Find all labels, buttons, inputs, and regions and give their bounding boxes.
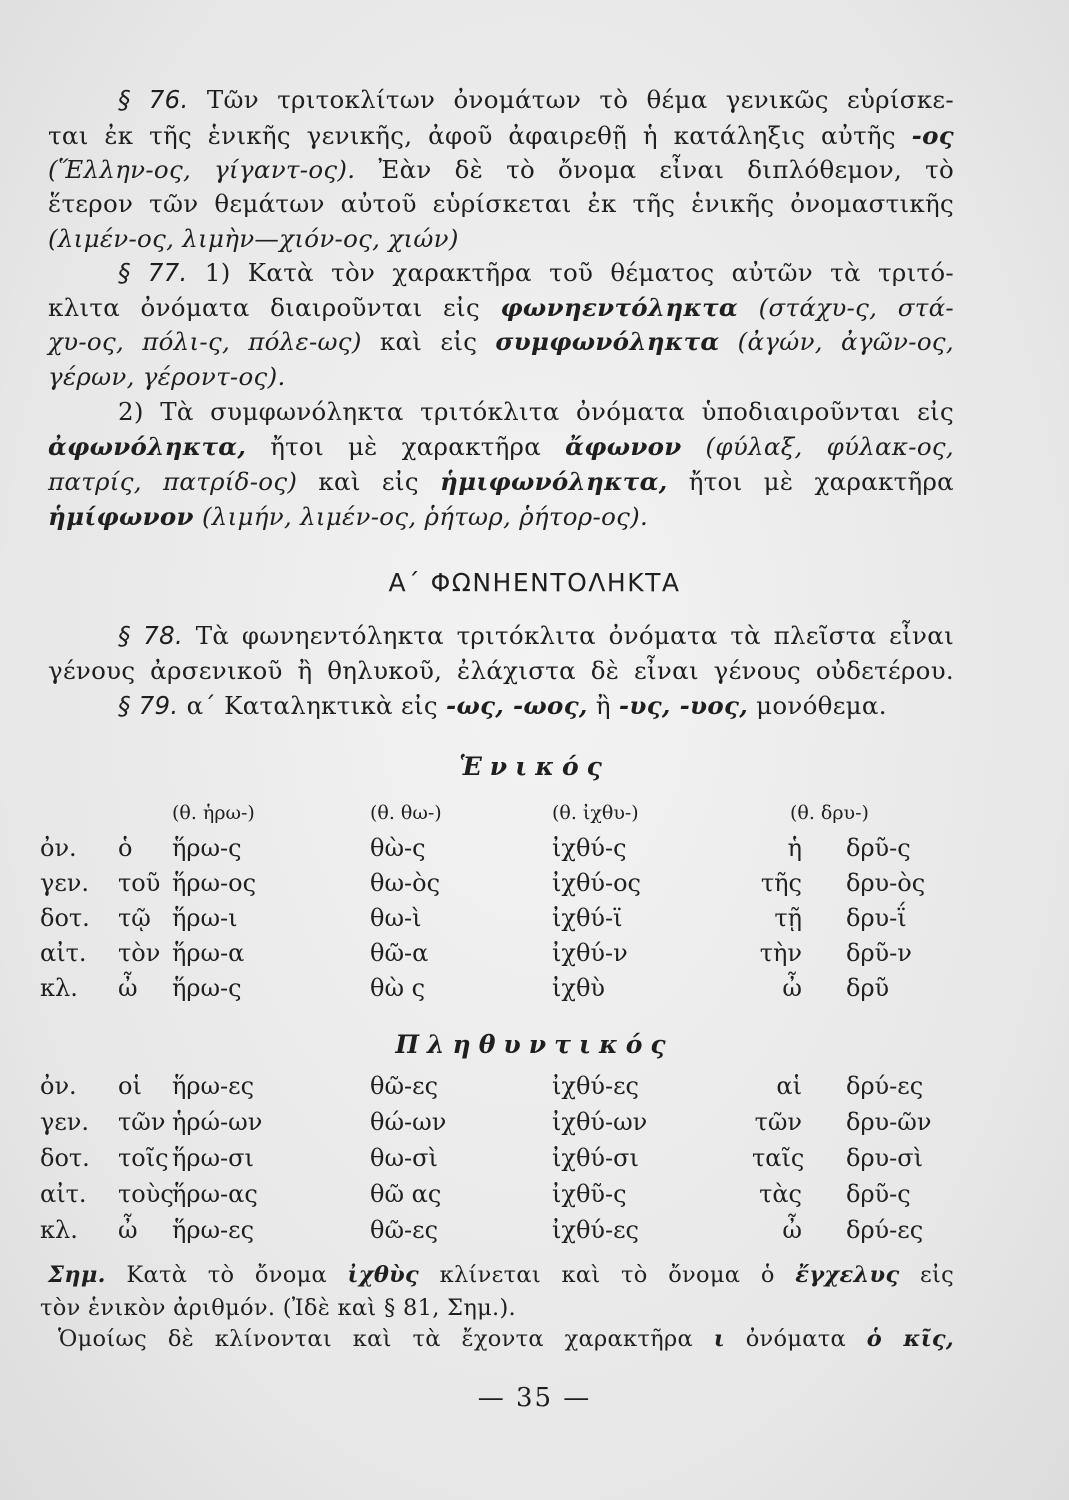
table-cell-b: θω-ὶ [370,904,422,932]
table-cell-c: ἰχθύ-ϊ [552,904,623,932]
table-cell-art: οἱ [118,1072,142,1100]
table-cell-b: θῶ ας [370,1180,442,1208]
table-cell-a: ἥρω-ς [172,834,242,862]
table-cell-dart: τῆς [760,869,802,897]
table-cell-dart: αἱ [776,1072,802,1100]
table-cell-b: θὼ ς [370,974,426,1002]
table-cell-c: ἰχθύ-ων [552,1108,648,1136]
note-line-2: τὸν ἑνικὸν ἀριθμόν. (Ἰδὲ καὶ § 81, Σημ.). [40,1295,517,1321]
table-cell-dart: ὦ [782,974,802,1002]
p76-line-1: § 76. Τῶν τριτοκλίτων ὀνομάτων τὸ θέμα γενικῶς εὑρίσκε- [118,85,954,114]
table-cell-art: τοὺς [118,1180,174,1208]
table-cell-art: τῷ [118,904,151,932]
table-cell-case: γεν. [40,869,89,897]
table-cell-a: ἥρω-ι [172,904,238,932]
singular-heading: Ἑνικός [459,752,610,781]
table-cell-case: αἰτ. [40,1180,87,1208]
table-cell-d: δρυ-ὸς [846,869,926,897]
p77-line-2: κλιτα ὀνόματα διαιροῦνται εἰς φωνηεντόληκτα (στάχυ-ς, στά- [48,293,954,322]
table-cell-art: ὦ [118,1216,138,1244]
table-cell-b: θω-ὸς [370,869,441,897]
p78-line-2: γένους ἀρσενικοῦ ἢ θηλυκοῦ, ἐλάχιστα δὲ εἶναι γένους οὐδετέρου. [48,656,954,685]
table-cell-d: δρύ-ες [846,1072,924,1100]
table-cell-a: ἥρω-ες [172,1216,255,1244]
table-cell-dart: ὦ [782,1216,802,1244]
table-cell-dart: τὴν [759,939,802,967]
table-cell-b: θὼ-ς [370,834,426,862]
table-cell-d: δρυ-ΐ [846,904,907,932]
stem-label: (θ. θω-) [370,802,442,824]
table-cell-c: ἰχθύ-ς [552,834,627,862]
table-cell-case: δοτ. [40,904,90,932]
section-number: § 78. [118,621,184,650]
p79-line: § 79. α΄ Καταληκτικὰ εἰς -ως, -ωος, ἢ -υς, -υος, μονόθεμα. [118,691,887,720]
table-cell-case: ὀν. [40,834,77,862]
p76-line-4: ἕτερον τῶν θεμάτων αὐτοῦ εὑρίσκεται ἐκ τῆς ἑνικῆς ὀνομαστικῆς [48,189,954,218]
stem-label: (θ. δρυ-) [790,802,869,824]
table-cell-c: ἰχθύ-ες [552,1072,639,1100]
table-cell-a: ἥρω-σι [172,1144,254,1172]
table-cell-c: ἰχθῦ-ς [552,1180,627,1208]
table-cell-dart: ταῖς [752,1144,805,1172]
table-cell-case: αἰτ. [40,939,87,967]
table-cell-dart: τῶν [754,1108,802,1136]
table-cell-c: ἰχθύ-ος [552,869,641,897]
section-number: § 79. [118,691,179,720]
table-cell-dart: τῇ [774,904,802,932]
table-cell-case: δοτ. [40,1144,90,1172]
p76-line-2: ται ἐκ τῆς ἑνικῆς γενικῆς, ἀφοῦ ἀφαιρεθῇ ἡ κατάληξις αὐτῆς -ος [48,121,954,150]
p77-line-6: ἀφωνόληκτα, ἤτοι μὲ χαρακτῆρα ἄφωνον (φύλαξ, φύλακ-ος, [48,432,954,461]
p78-line-1: § 78. Τὰ φωνηεντόληκτα τριτόκλιτα ὀνόματα τὰ πλεῖστα εἶναι [118,621,954,650]
note-line-3: Ὁμοίως δὲ κλίνονται καὶ τὰ ἔχοντα χαρακτῆρα ι ὀνόματα ὁ κῖς, [58,1326,955,1352]
table-cell-art: ὦ [118,974,138,1002]
stem-label: (θ. ἡρω-) [172,802,255,824]
p77-line-5: 2) Τὰ συμφωνόληκτα τριτόκλιτα ὀνόματα ὑποδιαιροῦνται εἰς [118,397,954,426]
plural-heading: Πληθυντικός [395,1030,674,1059]
table-cell-case: γεν. [40,1108,89,1136]
table-cell-c: ἰχθύ-ν [552,939,628,967]
table-cell-a: ἥρω-ες [172,1072,255,1100]
table-cell-art: τὸν [118,939,161,967]
table-cell-dart: τὰς [759,1180,802,1208]
table-cell-b: θῶ-α [370,939,429,967]
p77-line-7: πατρίς, πατρίδ-ος) καὶ εἰς ἡμιφωνόληκτα, ἤτοι μὲ χαρακτῆρα [48,467,955,496]
p77-line-4: γέρων, γέροντ-ος). [48,362,286,391]
table-cell-d: δρῦ-ν [846,939,912,967]
table-cell-b: θω-σὶ [370,1144,438,1172]
table-cell-art: τοῖς [118,1144,169,1172]
table-cell-d: δρῦ [846,974,890,1002]
p77-line-8: ἡμίφωνον (λιμήν, λιμέν-ος, ῥήτωρ, ῥήτορ-ος). [48,502,649,531]
section-number: § 77. [118,258,188,287]
table-cell-art: τοῦ [118,869,161,897]
stem-label: (θ. ἰχθυ-) [552,802,639,824]
table-cell-case: κλ. [40,1216,78,1244]
page-number: — 35 — [477,1383,592,1413]
table-cell-case: ὀν. [40,1072,77,1100]
table-cell-a: ἥρω-ος [172,869,257,897]
table-cell-d: δρυ-σὶ [846,1144,924,1172]
table-cell-case: κλ. [40,974,78,1002]
p77-line-1: § 77. 1) Κατὰ τὸν χαρακτῆρα τοῦ θέματος αὐτῶν τὰ τριτό- [118,258,954,287]
p76-line-3: (Ἕλλην-ος, γίγαντ-ος). Ἐὰν δὲ τὸ ὄνομα εἶναι διπλόθεμον, τὸ [48,155,954,184]
table-cell-d: δρῦ-ς [846,834,911,862]
table-cell-a: ἥρω-α [172,939,245,967]
table-cell-d: δρυ-ῶν [846,1108,932,1136]
section-heading: Α΄ ΦΩΝΗΕΝΤΟΛΗΚΤΑ [388,568,681,597]
table-cell-b: θῶ-ες [370,1216,439,1244]
p77-line-3: χυ-ος, πόλι-ς, πόλε-ως) καὶ εἰς συμφωνόληκτα (ἀγών, ἀγῶν-ος, [48,327,954,356]
table-cell-dart: ἡ [787,834,802,862]
table-cell-art: ὁ [118,834,133,862]
table-cell-a: ἥρω-ς [172,974,242,1002]
table-cell-a: ἡρώ-ων [172,1108,263,1136]
section-number: § 76. [118,85,189,114]
table-cell-c: ἰχθύ-σι [552,1144,639,1172]
table-cell-d: δρύ-ες [846,1216,924,1244]
p76-line-5: (λιμέν-ος, λιμὴν—χιόν-ος, χιών) [48,224,459,253]
table-cell-b: θώ-ων [370,1108,447,1136]
table-cell-c: ἰχθὺ [552,974,605,1002]
table-cell-a: ἥρω-ας [172,1180,258,1208]
note-line-1: Σημ. Κατὰ τὸ ὄνομα ἰχθὺς κλίνεται καὶ τὸ ὄνομα ὁ ἔγχελυς εἰς [48,1262,955,1288]
table-cell-art: τῶν [118,1108,166,1136]
table-cell-b: θῶ-ες [370,1072,439,1100]
table-cell-d: δρῦ-ς [846,1180,911,1208]
table-cell-c: ἰχθύ-ες [552,1216,639,1244]
